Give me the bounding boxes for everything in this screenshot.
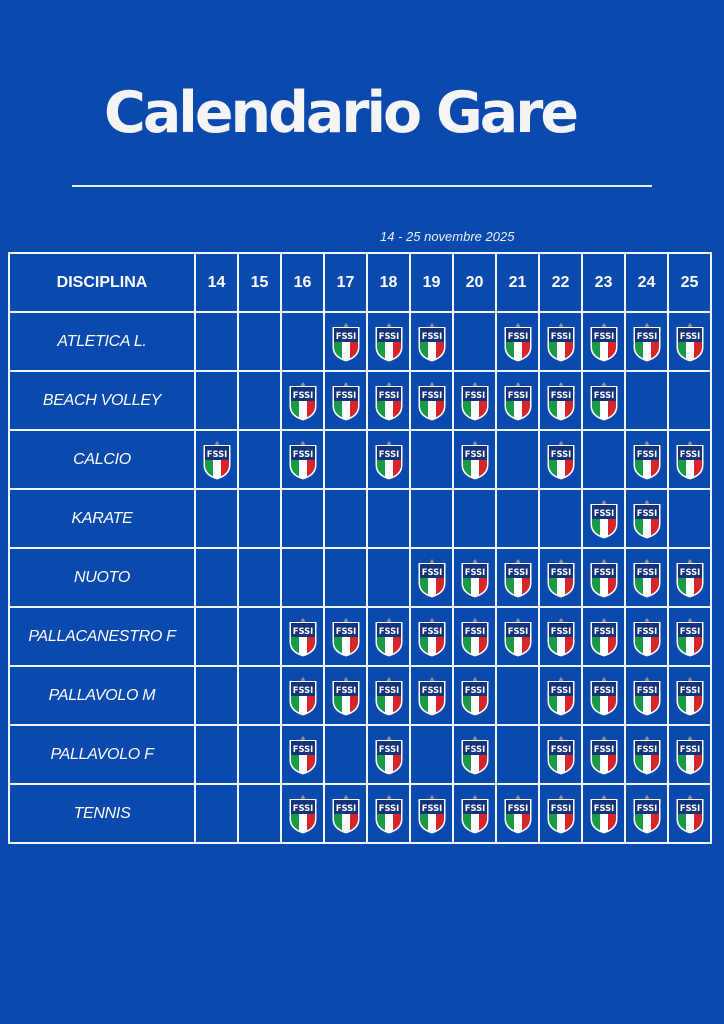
svg-text:FSSI: FSSI <box>421 802 442 813</box>
empty-day-cell <box>410 489 453 548</box>
event-day-cell <box>582 784 625 843</box>
event-day-cell <box>668 430 711 489</box>
event-day-cell <box>668 312 711 371</box>
fssi-shield-icon <box>675 440 705 480</box>
fssi-shield-icon <box>331 381 361 421</box>
svg-text:FSSI: FSSI <box>464 448 485 459</box>
empty-day-cell <box>496 489 539 548</box>
empty-day-cell <box>195 784 238 843</box>
fssi-shield-icon <box>546 617 576 657</box>
svg-text:FSSI: FSSI <box>593 566 614 577</box>
svg-text:FSSI: FSSI <box>593 684 614 695</box>
svg-text:FSSI: FSSI <box>421 389 442 400</box>
empty-day-cell <box>281 548 324 607</box>
svg-text:FSSI: FSSI <box>378 330 399 341</box>
discipline-name: CALCIO <box>9 430 195 489</box>
svg-text:FSSI: FSSI <box>464 625 485 636</box>
event-day-cell <box>625 489 668 548</box>
empty-day-cell <box>238 371 281 430</box>
fssi-shield-icon <box>503 794 533 834</box>
event-day-cell <box>410 312 453 371</box>
empty-day-cell <box>324 430 367 489</box>
fssi-shield-icon <box>546 735 576 775</box>
event-day-cell <box>496 312 539 371</box>
fssi-shield-icon <box>546 676 576 716</box>
empty-day-cell <box>238 548 281 607</box>
event-day-cell <box>324 371 367 430</box>
svg-text:FSSI: FSSI <box>335 389 356 400</box>
svg-text:FSSI: FSSI <box>593 802 614 813</box>
fssi-shield-icon <box>460 381 490 421</box>
event-day-cell <box>582 607 625 666</box>
fssi-shield-icon <box>589 617 619 657</box>
svg-text:FSSI: FSSI <box>378 684 399 695</box>
svg-text:FSSI: FSSI <box>593 389 614 400</box>
empty-day-cell <box>195 666 238 725</box>
event-day-cell <box>367 312 410 371</box>
svg-text:FSSI: FSSI <box>464 743 485 754</box>
svg-text:FSSI: FSSI <box>593 625 614 636</box>
svg-text:FSSI: FSSI <box>464 802 485 813</box>
event-day-cell <box>539 725 582 784</box>
event-day-cell <box>324 312 367 371</box>
fssi-shield-icon <box>632 558 662 598</box>
empty-day-cell <box>668 371 711 430</box>
event-day-cell <box>281 784 324 843</box>
fssi-shield-icon <box>331 676 361 716</box>
fssi-shield-icon <box>589 558 619 598</box>
event-day-cell <box>582 312 625 371</box>
fssi-shield-icon <box>546 440 576 480</box>
empty-day-cell <box>324 725 367 784</box>
fssi-shield-icon <box>675 794 705 834</box>
event-day-cell <box>453 371 496 430</box>
event-day-cell <box>668 607 711 666</box>
svg-text:FSSI: FSSI <box>292 684 313 695</box>
event-day-cell <box>281 371 324 430</box>
column-header-day: 20 <box>453 253 496 312</box>
event-day-cell <box>453 430 496 489</box>
empty-day-cell <box>195 312 238 371</box>
event-day-cell <box>453 784 496 843</box>
event-day-cell <box>410 666 453 725</box>
empty-day-cell <box>625 371 668 430</box>
empty-day-cell <box>195 725 238 784</box>
fssi-shield-icon <box>503 558 533 598</box>
event-day-cell <box>453 725 496 784</box>
fssi-shield-icon <box>503 617 533 657</box>
svg-text:FSSI: FSSI <box>593 507 614 518</box>
event-day-cell <box>324 607 367 666</box>
empty-day-cell <box>496 666 539 725</box>
fssi-shield-icon <box>417 794 447 834</box>
svg-text:FSSI: FSSI <box>292 389 313 400</box>
empty-day-cell <box>367 489 410 548</box>
event-day-cell <box>625 548 668 607</box>
event-day-cell <box>324 784 367 843</box>
svg-text:FSSI: FSSI <box>636 448 657 459</box>
event-day-cell <box>453 548 496 607</box>
empty-day-cell <box>496 725 539 784</box>
event-day-cell <box>453 666 496 725</box>
svg-text:FSSI: FSSI <box>593 330 614 341</box>
event-day-cell <box>410 784 453 843</box>
fssi-shield-icon <box>589 794 619 834</box>
event-day-cell <box>367 666 410 725</box>
event-day-cell <box>539 312 582 371</box>
event-day-cell <box>195 430 238 489</box>
fssi-shield-icon <box>675 735 705 775</box>
fssi-shield-icon <box>632 499 662 539</box>
svg-text:FSSI: FSSI <box>421 684 442 695</box>
event-day-cell <box>582 371 625 430</box>
fssi-shield-icon <box>288 381 318 421</box>
fssi-shield-icon <box>460 440 490 480</box>
svg-text:FSSI: FSSI <box>679 330 700 341</box>
column-header-day: 24 <box>625 253 668 312</box>
calendar-table <box>8 252 712 844</box>
fssi-shield-icon <box>632 440 662 480</box>
fssi-shield-icon <box>460 617 490 657</box>
calendar-header <box>9 253 711 312</box>
empty-day-cell <box>238 725 281 784</box>
event-day-cell <box>410 607 453 666</box>
column-header-day: 18 <box>367 253 410 312</box>
table-row <box>9 548 711 607</box>
empty-day-cell <box>238 784 281 843</box>
svg-text:FSSI: FSSI <box>679 566 700 577</box>
header-row <box>9 253 711 312</box>
empty-day-cell <box>238 430 281 489</box>
event-day-cell <box>496 607 539 666</box>
event-day-cell <box>453 607 496 666</box>
svg-text:FSSI: FSSI <box>636 507 657 518</box>
fssi-shield-icon <box>589 322 619 362</box>
event-day-cell <box>539 371 582 430</box>
table-row <box>9 666 711 725</box>
event-day-cell <box>582 548 625 607</box>
date-range: 14 - 25 novembre 2025 <box>380 229 515 244</box>
svg-text:FSSI: FSSI <box>378 625 399 636</box>
empty-day-cell <box>238 666 281 725</box>
column-header-day: 19 <box>410 253 453 312</box>
svg-text:FSSI: FSSI <box>636 330 657 341</box>
svg-text:FSSI: FSSI <box>679 684 700 695</box>
svg-text:FSSI: FSSI <box>679 743 700 754</box>
table-row <box>9 784 711 843</box>
column-header-day: 25 <box>668 253 711 312</box>
column-header-day: 17 <box>324 253 367 312</box>
empty-day-cell <box>582 430 625 489</box>
svg-text:FSSI: FSSI <box>292 743 313 754</box>
fssi-shield-icon <box>331 322 361 362</box>
svg-text:FSSI: FSSI <box>335 330 356 341</box>
fssi-shield-icon <box>202 440 232 480</box>
svg-text:FSSI: FSSI <box>464 389 485 400</box>
svg-text:FSSI: FSSI <box>550 448 571 459</box>
svg-text:FSSI: FSSI <box>378 448 399 459</box>
svg-text:FSSI: FSSI <box>421 566 442 577</box>
event-day-cell <box>668 666 711 725</box>
discipline-name: TENNIS <box>9 784 195 843</box>
svg-text:FSSI: FSSI <box>636 684 657 695</box>
svg-text:FSSI: FSSI <box>679 802 700 813</box>
svg-text:FSSI: FSSI <box>636 743 657 754</box>
event-day-cell <box>367 725 410 784</box>
empty-day-cell <box>410 725 453 784</box>
event-day-cell <box>625 784 668 843</box>
event-day-cell <box>367 430 410 489</box>
table-row <box>9 371 711 430</box>
event-day-cell <box>625 607 668 666</box>
title-divider <box>72 185 652 187</box>
event-day-cell <box>324 666 367 725</box>
event-day-cell <box>281 666 324 725</box>
column-header-day: 15 <box>238 253 281 312</box>
empty-day-cell <box>195 371 238 430</box>
event-day-cell <box>496 371 539 430</box>
fssi-shield-icon <box>288 440 318 480</box>
svg-text:FSSI: FSSI <box>550 389 571 400</box>
event-day-cell <box>539 666 582 725</box>
svg-text:FSSI: FSSI <box>593 743 614 754</box>
svg-text:FSSI: FSSI <box>421 625 442 636</box>
event-day-cell <box>539 430 582 489</box>
event-day-cell <box>668 548 711 607</box>
fssi-shield-icon <box>632 617 662 657</box>
event-day-cell <box>367 784 410 843</box>
discipline-name: KARATE <box>9 489 195 548</box>
svg-text:FSSI: FSSI <box>292 625 313 636</box>
fssi-shield-icon <box>288 735 318 775</box>
table-row <box>9 430 711 489</box>
table-row <box>9 312 711 371</box>
event-day-cell <box>625 312 668 371</box>
event-day-cell <box>582 666 625 725</box>
svg-text:FSSI: FSSI <box>550 566 571 577</box>
svg-text:FSSI: FSSI <box>507 802 528 813</box>
discipline-name: ATLETICA L. <box>9 312 195 371</box>
empty-day-cell <box>281 489 324 548</box>
fssi-shield-icon <box>460 676 490 716</box>
fssi-shield-icon <box>417 381 447 421</box>
event-day-cell <box>539 784 582 843</box>
discipline-name: PALLACANESTRO F <box>9 607 195 666</box>
svg-text:FSSI: FSSI <box>636 625 657 636</box>
fssi-shield-icon <box>675 558 705 598</box>
svg-text:FSSI: FSSI <box>378 802 399 813</box>
fssi-shield-icon <box>503 322 533 362</box>
column-header-day: 16 <box>281 253 324 312</box>
svg-text:FSSI: FSSI <box>679 625 700 636</box>
fssi-shield-icon <box>675 676 705 716</box>
svg-text:FSSI: FSSI <box>464 566 485 577</box>
fssi-shield-icon <box>417 617 447 657</box>
page-title: Calendario Gare <box>104 80 577 146</box>
fssi-shield-icon <box>546 381 576 421</box>
svg-text:FSSI: FSSI <box>550 802 571 813</box>
event-day-cell <box>281 430 324 489</box>
empty-day-cell <box>281 312 324 371</box>
discipline-name: PALLAVOLO M <box>9 666 195 725</box>
svg-text:FSSI: FSSI <box>292 802 313 813</box>
empty-day-cell <box>238 312 281 371</box>
fssi-shield-icon <box>589 499 619 539</box>
svg-text:FSSI: FSSI <box>550 684 571 695</box>
svg-text:FSSI: FSSI <box>378 743 399 754</box>
event-day-cell <box>582 725 625 784</box>
fssi-shield-icon <box>288 794 318 834</box>
event-day-cell <box>410 548 453 607</box>
fssi-shield-icon <box>546 322 576 362</box>
fssi-shield-icon <box>632 322 662 362</box>
event-day-cell <box>281 725 324 784</box>
fssi-shield-icon <box>675 322 705 362</box>
fssi-shield-icon <box>417 676 447 716</box>
table-row <box>9 489 711 548</box>
empty-day-cell <box>539 489 582 548</box>
event-day-cell <box>625 430 668 489</box>
column-header-day: 21 <box>496 253 539 312</box>
fssi-shield-icon <box>503 381 533 421</box>
empty-day-cell <box>324 548 367 607</box>
event-day-cell <box>410 371 453 430</box>
fssi-shield-icon <box>417 322 447 362</box>
empty-day-cell <box>453 312 496 371</box>
event-day-cell <box>496 784 539 843</box>
fssi-shield-icon <box>374 617 404 657</box>
column-header-day: 22 <box>539 253 582 312</box>
empty-day-cell <box>668 489 711 548</box>
fssi-shield-icon <box>589 735 619 775</box>
fssi-shield-icon <box>288 617 318 657</box>
table-row <box>9 725 711 784</box>
event-day-cell <box>539 607 582 666</box>
event-day-cell <box>625 666 668 725</box>
fssi-shield-icon <box>632 676 662 716</box>
table-row <box>9 607 711 666</box>
svg-text:FSSI: FSSI <box>507 566 528 577</box>
svg-text:FSSI: FSSI <box>507 625 528 636</box>
event-day-cell <box>582 489 625 548</box>
event-day-cell <box>539 548 582 607</box>
svg-text:FSSI: FSSI <box>292 448 313 459</box>
svg-text:FSSI: FSSI <box>507 330 528 341</box>
svg-text:FSSI: FSSI <box>636 802 657 813</box>
fssi-shield-icon <box>675 617 705 657</box>
fssi-shield-icon <box>331 617 361 657</box>
discipline-name: NUOTO <box>9 548 195 607</box>
svg-text:FSSI: FSSI <box>550 743 571 754</box>
fssi-shield-icon <box>460 558 490 598</box>
svg-text:FSSI: FSSI <box>464 684 485 695</box>
svg-text:FSSI: FSSI <box>335 625 356 636</box>
empty-day-cell <box>195 607 238 666</box>
event-day-cell <box>625 725 668 784</box>
event-day-cell <box>496 548 539 607</box>
svg-text:FSSI: FSSI <box>378 389 399 400</box>
column-header-discipline: DISCIPLINA <box>9 253 195 312</box>
event-day-cell <box>668 725 711 784</box>
column-header-day: 23 <box>582 253 625 312</box>
svg-text:FSSI: FSSI <box>636 566 657 577</box>
svg-text:FSSI: FSSI <box>550 330 571 341</box>
empty-day-cell <box>496 430 539 489</box>
empty-day-cell <box>195 489 238 548</box>
empty-day-cell <box>195 548 238 607</box>
fssi-shield-icon <box>374 676 404 716</box>
svg-text:FSSI: FSSI <box>421 330 442 341</box>
fssi-shield-icon <box>460 735 490 775</box>
discipline-name: PALLAVOLO F <box>9 725 195 784</box>
calendar-body <box>9 312 711 843</box>
empty-day-cell <box>453 489 496 548</box>
fssi-shield-icon <box>589 381 619 421</box>
fssi-shield-icon <box>632 735 662 775</box>
event-day-cell <box>367 371 410 430</box>
empty-day-cell <box>367 548 410 607</box>
empty-day-cell <box>324 489 367 548</box>
svg-text:FSSI: FSSI <box>335 684 356 695</box>
svg-text:FSSI: FSSI <box>335 802 356 813</box>
fssi-shield-icon <box>546 794 576 834</box>
svg-text:FSSI: FSSI <box>679 448 700 459</box>
event-day-cell <box>281 607 324 666</box>
empty-day-cell <box>238 489 281 548</box>
empty-day-cell <box>410 430 453 489</box>
svg-text:FSSI: FSSI <box>507 389 528 400</box>
fssi-shield-icon <box>546 558 576 598</box>
fssi-shield-icon <box>374 794 404 834</box>
svg-text:FSSI: FSSI <box>550 625 571 636</box>
fssi-shield-icon <box>632 794 662 834</box>
fssi-shield-icon <box>374 381 404 421</box>
svg-text:FSSI: FSSI <box>206 448 227 459</box>
fssi-shield-icon <box>331 794 361 834</box>
fssi-shield-icon <box>288 676 318 716</box>
fssi-shield-icon <box>417 558 447 598</box>
fssi-shield-icon <box>374 440 404 480</box>
fssi-shield-icon <box>374 322 404 362</box>
empty-day-cell <box>238 607 281 666</box>
fssi-shield-icon <box>589 676 619 716</box>
fssi-shield-icon <box>460 794 490 834</box>
event-day-cell <box>668 784 711 843</box>
discipline-name: BEACH VOLLEY <box>9 371 195 430</box>
fssi-shield-icon <box>374 735 404 775</box>
column-header-day: 14 <box>195 253 238 312</box>
event-day-cell <box>367 607 410 666</box>
